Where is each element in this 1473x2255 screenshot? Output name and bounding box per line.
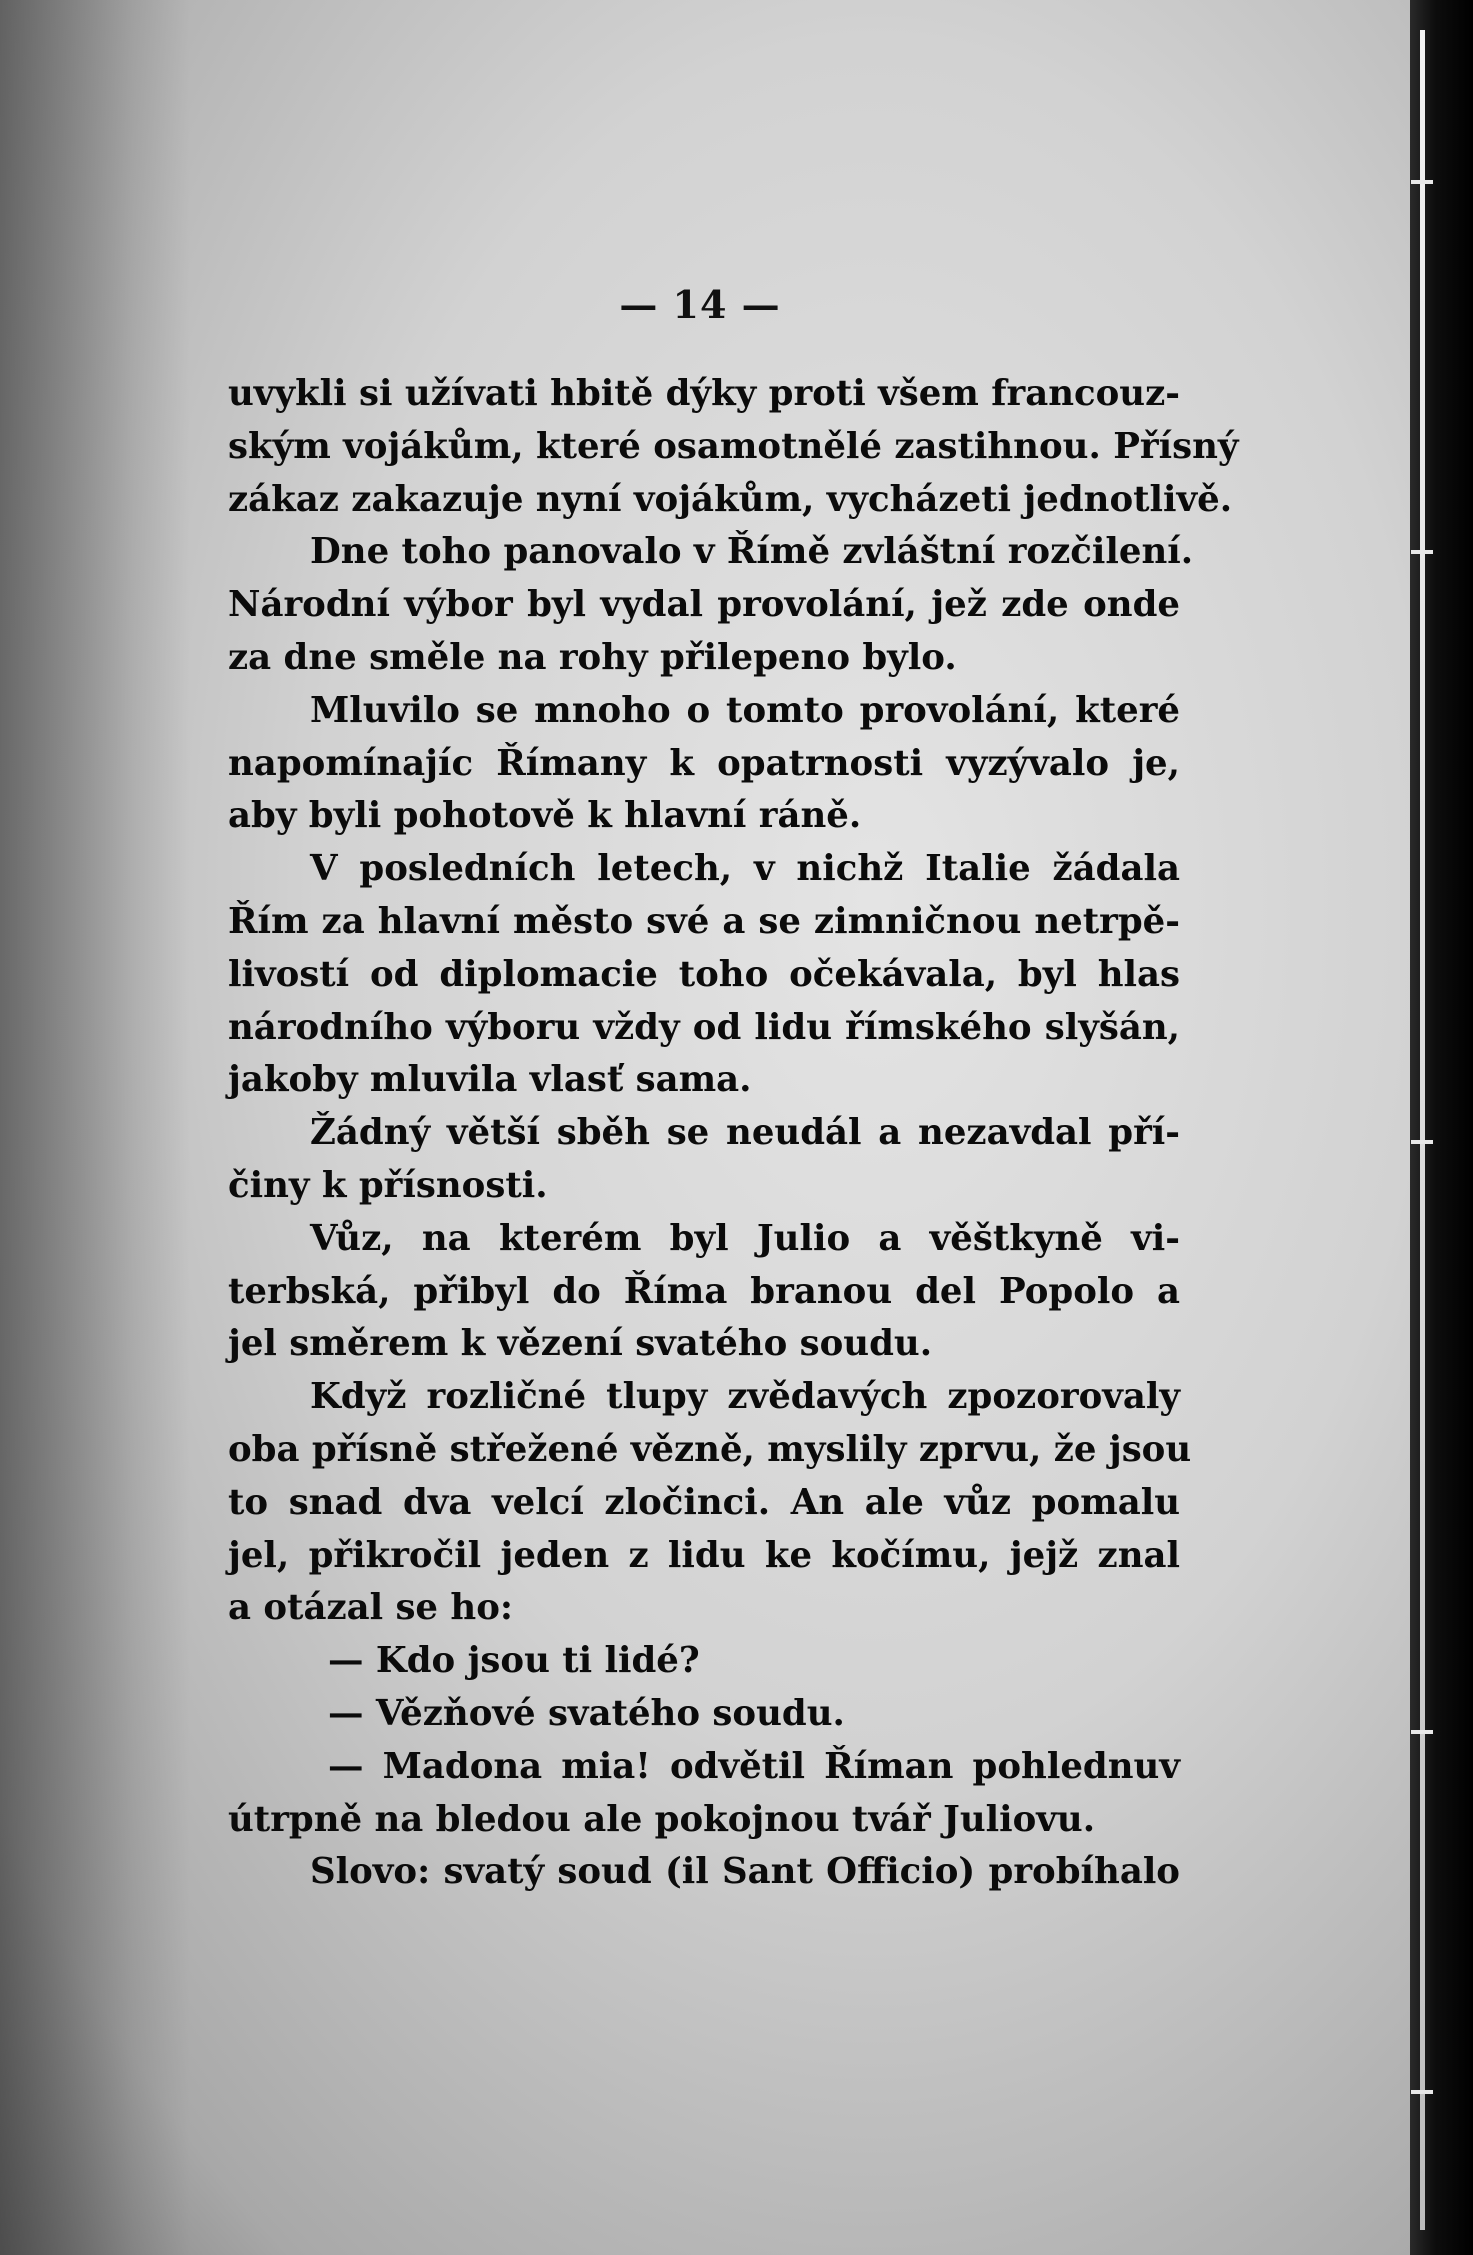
edge-tick xyxy=(1411,180,1433,184)
body-text xyxy=(228,368,1239,1899)
text-line: Řím za hlavní město své a se zimničnou netrpě- xyxy=(228,900,1180,942)
edge-tick xyxy=(1411,1730,1433,1734)
binding-edge-line xyxy=(1420,30,1425,2230)
text-line: jakoby mluvila vlasť sama. xyxy=(228,1059,752,1101)
text-line: útrpně na bledou ale pokojnou tvář Juliovu. xyxy=(228,1798,1096,1840)
text-line: ským vojákům, které osamotnělé zastihnou. Přísný xyxy=(228,425,1239,467)
text-line: Mluvilo se mnoho o tomto provolání, které xyxy=(310,689,1180,731)
text-line: Žádný větší sběh se neudál a nezavdal pří- xyxy=(310,1112,1180,1154)
text-line: Slovo: svatý soud (il Sant Officio) probíhalo xyxy=(310,1851,1180,1893)
text-line: jel, přikročil jeden z lidu ke kočímu, jejž znal xyxy=(228,1534,1180,1576)
text-line: Národní výbor byl vydal provolání, jež zde onde xyxy=(228,584,1180,626)
text-line: livostí od diplomacie toho očekávala, byl hlas xyxy=(228,953,1180,995)
text-line: národního výboru vždy od lidu římského slyšán, xyxy=(228,1006,1180,1048)
text-line: zákaz zakazuje nyní vojákům, vycházeti jednotlivě. xyxy=(228,478,1233,520)
page-edge-shadow xyxy=(1410,0,1473,2255)
text-line: oba přísně střežené vězně, myslily zprvu, že jsou xyxy=(228,1428,1192,1470)
text-line: uvykli si užívati hbitě dýky proti všem francouz- xyxy=(228,373,1180,414)
text-line: Vůz, na kterém byl Julio a věštkyně vi- xyxy=(310,1217,1180,1259)
text-line: — Madona mia! odvětil Říman pohlednuv xyxy=(328,1745,1180,1787)
edge-tick xyxy=(1411,550,1433,554)
edge-tick xyxy=(1411,2090,1433,2094)
text-line: za dne směle na rohy přilepeno bylo. xyxy=(228,636,957,678)
page-number: — 14 — xyxy=(619,282,781,327)
text-line: činy k přísnosti. xyxy=(228,1164,548,1206)
text-line: Když rozličné tlupy zvědavých zpozorovaly xyxy=(310,1376,1180,1418)
edge-tick xyxy=(1411,1140,1433,1144)
text-line: — Vězňové svatého soudu. xyxy=(328,1692,845,1734)
text-line: V posledních letech, v nichž Italie žádala xyxy=(310,848,1180,890)
text-line: jel směrem k vězení svatého soudu. xyxy=(228,1323,933,1365)
text-line: napomínajíc Římany k opatrnosti vyzývalo je, xyxy=(228,742,1180,784)
text-line: to snad dva velcí zločinci. An ale vůz pomalu xyxy=(228,1481,1180,1523)
text-line: Dne toho panovalo v Římě zvláštní rozčilení. xyxy=(310,531,1194,573)
text-line: — Kdo jsou ti lidé? xyxy=(328,1640,700,1682)
text-line: aby byli pohotově k hlavní ráně. xyxy=(228,795,862,837)
text-line: a otázal se ho: xyxy=(228,1587,513,1629)
text-line: terbská, přibyl do Říma branou del Popolo a xyxy=(228,1270,1180,1312)
